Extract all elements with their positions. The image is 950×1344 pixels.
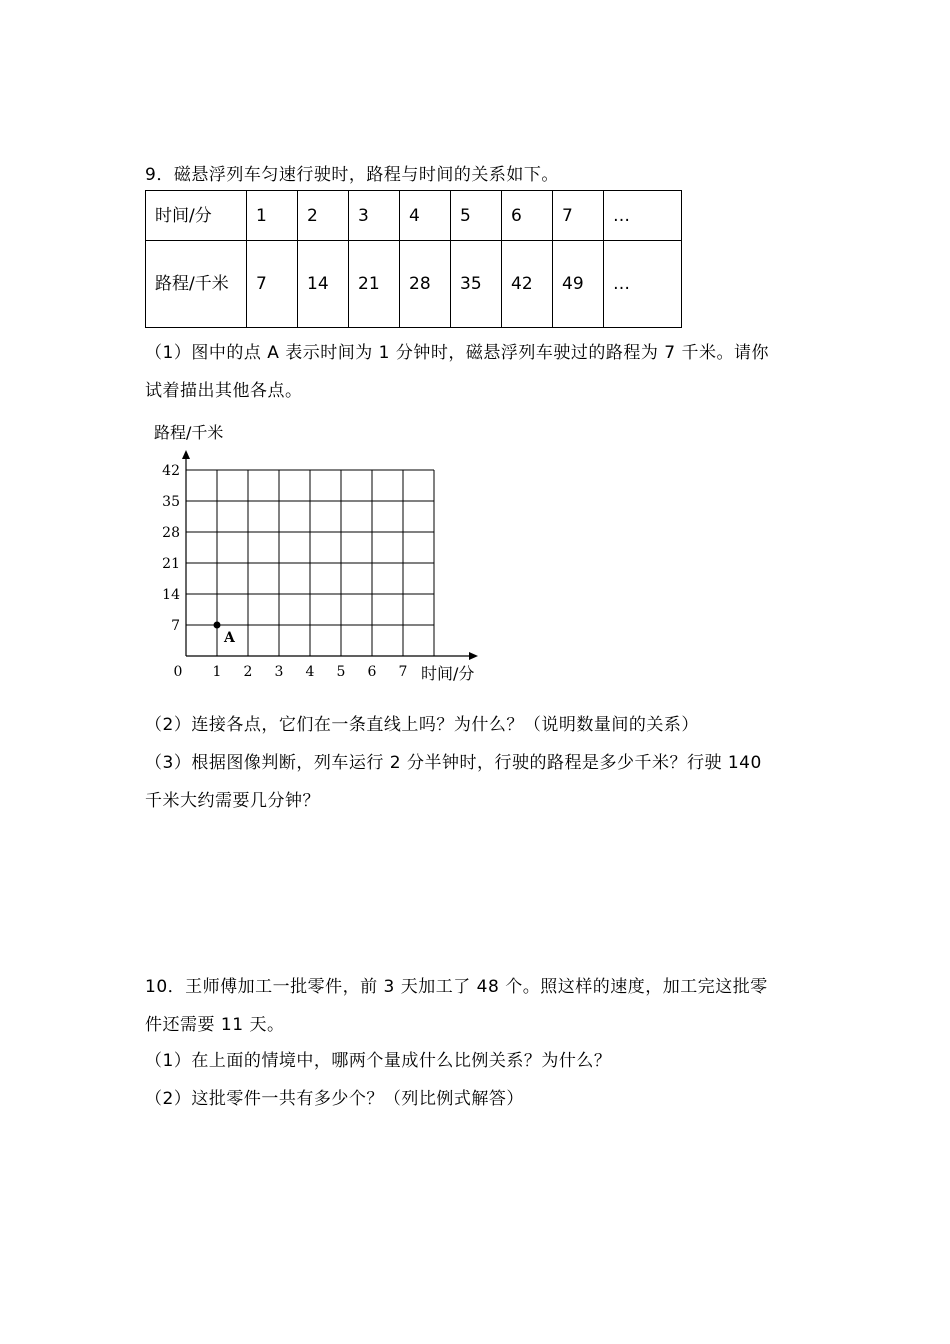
q9-part2: （2）连接各点，它们在一条直线上吗？为什么？（说明数量间的关系） (145, 715, 699, 735)
table-cell: 14 (298, 241, 349, 328)
q9-part3-line2: 千米大约需要几分钟？ (145, 791, 320, 811)
table-cell: 7 (553, 191, 604, 241)
data-point (214, 622, 221, 629)
y-tick-label: 21 (162, 556, 180, 572)
q10-part1: （1）在上面的情境中，哪两个量成什么比例关系？为什么？ (145, 1051, 612, 1071)
q9-part3-line1: （3）根据图像判断，列车运行 2 分半钟时，行驶的路程是多少千米？行驶 140 (145, 753, 762, 773)
table-cell: 42 (502, 241, 553, 328)
table-header-time: 时间/分 (146, 191, 247, 241)
table-cell: 49 (553, 241, 604, 328)
q10-part2: （2）这批零件一共有多少个？（列比例式解答） (145, 1089, 524, 1109)
y-tick-label: 42 (162, 463, 180, 479)
y-axis-label: 路程/千米 (154, 423, 224, 442)
q9-part1-line1: （1）图中的点 A 表示时间为 1 分钟时，磁悬浮列车驶过的路程为 7 千米。请你 (145, 343, 769, 363)
x-tick-label: 5 (336, 664, 346, 680)
q10-line1: 10．王师傅加工一批零件，前 3 天加工了 48 个。照这样的速度，加工完这批零 (145, 977, 768, 997)
table-cell: 28 (400, 241, 451, 328)
distance-time-graph (140, 410, 500, 690)
table-cell: 5 (451, 191, 502, 241)
table-cell: 1 (247, 191, 298, 241)
table-cell: 7 (247, 241, 298, 328)
table-row-time (146, 191, 682, 241)
point-label: A (224, 630, 235, 646)
x-tick-label: 2 (243, 664, 253, 680)
table-cell: 21 (349, 241, 400, 328)
chart-tick-labels (162, 463, 407, 680)
q9-part1-line2: 试着描出其他各点。 (145, 381, 303, 401)
distance-time-table (145, 190, 682, 328)
y-tick-label: 7 (171, 618, 180, 634)
x-tick-label: 1 (212, 664, 222, 680)
x-tick-label: 7 (398, 664, 408, 680)
x-tick-label: 3 (274, 664, 284, 680)
table-cell: … (604, 241, 682, 328)
table-cell: … (604, 191, 682, 241)
y-tick-label: 28 (162, 525, 180, 541)
table-header-distance: 路程/千米 (146, 241, 247, 328)
table-cell: 3 (349, 191, 400, 241)
x-tick-label: 4 (305, 664, 315, 680)
y-axis-arrow (182, 450, 190, 459)
table-cell: 35 (451, 241, 502, 328)
table-cell: 4 (400, 191, 451, 241)
q9-title: 9．磁悬浮列车匀速行驶时，路程与时间的关系如下。 (145, 165, 559, 185)
origin-label: 0 (173, 664, 183, 680)
x-tick-label: 6 (367, 664, 377, 680)
table-cell: 6 (502, 191, 553, 241)
chart-grid (186, 470, 434, 656)
table-cell: 2 (298, 191, 349, 241)
y-tick-label: 14 (162, 587, 180, 603)
x-axis-arrow (469, 652, 478, 660)
q10-line2: 件还需要 11 天。 (145, 1015, 285, 1035)
table-row-distance (146, 241, 682, 328)
y-tick-label: 35 (162, 494, 180, 510)
x-axis-label: 时间/分 (421, 664, 475, 683)
